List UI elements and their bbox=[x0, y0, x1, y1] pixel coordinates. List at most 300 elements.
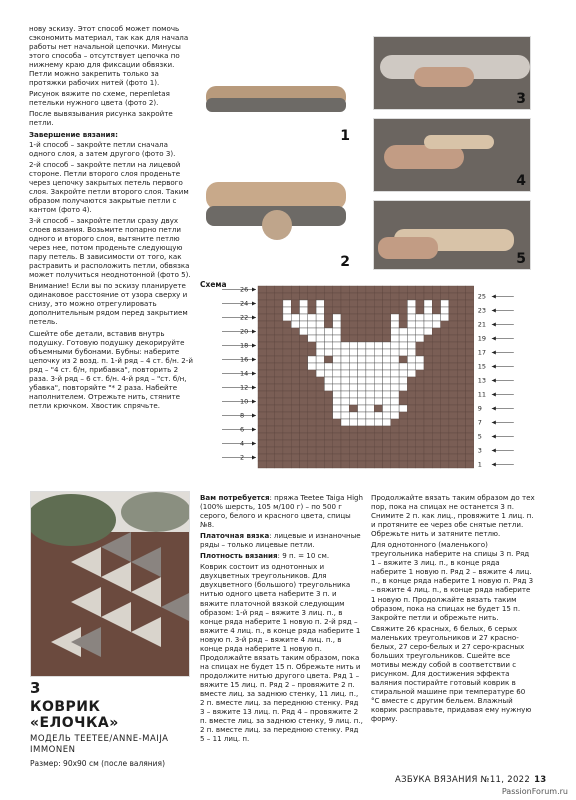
scheme-cell-dark bbox=[300, 433, 308, 440]
photo-label: 2 bbox=[340, 254, 350, 270]
scheme-cell-dark bbox=[324, 419, 332, 426]
scheme-cell-dark bbox=[308, 412, 316, 419]
scheme-cell-dark bbox=[316, 286, 324, 293]
scheme-cell-dark bbox=[324, 321, 332, 328]
scheme-cell-dark bbox=[308, 454, 316, 461]
scheme-row-label: 10 bbox=[240, 397, 249, 406]
scheme-cell-dark bbox=[316, 454, 324, 461]
scheme-cell-dark bbox=[432, 286, 440, 293]
scheme-cell-light bbox=[300, 300, 308, 307]
rug-illustration bbox=[31, 492, 190, 677]
scheme-cell-dark bbox=[374, 335, 382, 342]
scheme-cell-light bbox=[333, 349, 341, 356]
scheme-cell-dark bbox=[258, 412, 266, 419]
scheme-cell-dark bbox=[300, 335, 308, 342]
scheme-cell-light bbox=[324, 335, 332, 342]
project-header bbox=[30, 679, 190, 768]
scheme-cell-dark bbox=[424, 426, 432, 433]
scheme-cell-dark bbox=[366, 293, 374, 300]
scheme-cell-dark bbox=[457, 412, 465, 419]
scheme-cell-dark bbox=[449, 370, 457, 377]
scheme-cell-dark bbox=[441, 286, 449, 293]
scheme-cell-dark bbox=[291, 286, 299, 293]
scheme-cell-dark bbox=[441, 454, 449, 461]
scheme-cell-dark bbox=[266, 356, 274, 363]
scheme-row-label: 26 bbox=[240, 285, 249, 294]
scheme-cell-dark bbox=[341, 321, 349, 328]
scheme-cell-dark bbox=[349, 300, 357, 307]
scheme-cell-dark bbox=[457, 342, 465, 349]
scheme-cell-light bbox=[383, 398, 391, 405]
text-column-3 bbox=[371, 493, 535, 725]
scheme-cell-light bbox=[300, 321, 308, 328]
scheme-cell-dark bbox=[466, 384, 474, 391]
scheme-cell-dark bbox=[283, 391, 291, 398]
scheme-cell-dark bbox=[275, 342, 283, 349]
scheme-cell-dark bbox=[275, 349, 283, 356]
scheme-cell-dark bbox=[283, 419, 291, 426]
scheme-cell-dark bbox=[258, 321, 266, 328]
scheme-cell-dark bbox=[258, 335, 266, 342]
scheme-cell-dark bbox=[341, 293, 349, 300]
scheme-cell-dark bbox=[383, 454, 391, 461]
scheme-cell-dark bbox=[266, 433, 274, 440]
scheme-cell-dark bbox=[308, 419, 316, 426]
scheme-cell-light bbox=[407, 321, 415, 328]
scheme-cell-dark bbox=[266, 363, 274, 370]
scheme-cell-dark bbox=[324, 391, 332, 398]
scheme-cell-dark bbox=[316, 377, 324, 384]
scheme-cell-light bbox=[349, 377, 357, 384]
scheme-cell-dark bbox=[399, 412, 407, 419]
scheme-cell-light bbox=[316, 314, 324, 321]
scheme-cell-light bbox=[374, 342, 382, 349]
scheme-cell-dark bbox=[457, 293, 465, 300]
arrow-head bbox=[252, 442, 256, 446]
scheme-cell-dark bbox=[275, 321, 283, 328]
arrow-head bbox=[252, 316, 256, 320]
scheme-row-label: 1 bbox=[477, 460, 482, 469]
scheme-cell-dark bbox=[300, 286, 308, 293]
scheme-cell-light bbox=[349, 342, 357, 349]
scheme-cell-dark bbox=[466, 286, 474, 293]
scheme-cell-light bbox=[416, 335, 424, 342]
scheme-cell-dark bbox=[391, 300, 399, 307]
scheme-row-label: 17 bbox=[477, 348, 487, 357]
scheme-cell-dark bbox=[266, 454, 274, 461]
scheme-cell-light bbox=[399, 370, 407, 377]
scheme-cell-dark bbox=[466, 454, 474, 461]
scheme-cell-dark bbox=[391, 286, 399, 293]
text-column-1 bbox=[29, 24, 193, 412]
scheme-cell-dark bbox=[441, 384, 449, 391]
project-title: КОВРИК «ЕЛОЧКА» bbox=[30, 699, 119, 731]
scheme-cell-dark bbox=[266, 461, 274, 468]
scheme-cell-dark bbox=[441, 398, 449, 405]
scheme-cell-light bbox=[283, 314, 291, 321]
scheme-cell-light bbox=[349, 363, 357, 370]
scheme-cell-dark bbox=[466, 307, 474, 314]
scheme-cell-dark bbox=[316, 293, 324, 300]
scheme-cell-light bbox=[358, 342, 366, 349]
scheme-cell-dark bbox=[283, 426, 291, 433]
scheme-cell-dark bbox=[432, 356, 440, 363]
scheme-cell-dark bbox=[416, 377, 424, 384]
scheme-cell-dark bbox=[283, 363, 291, 370]
scheme-cell-dark bbox=[291, 433, 299, 440]
scheme-cell-light bbox=[374, 370, 382, 377]
pattern-stitch: Платочная вязка: лицевые и изнаночные ряды – только лицевые петли. bbox=[200, 531, 361, 550]
photo-label: 4 bbox=[516, 173, 526, 189]
scheme-cell-dark bbox=[291, 328, 299, 335]
scheme-cell-dark bbox=[333, 426, 341, 433]
scheme-cell-light bbox=[316, 349, 324, 356]
scheme-row-label: 7 bbox=[477, 418, 482, 427]
scheme-cell-dark bbox=[283, 440, 291, 447]
scheme-cell-dark bbox=[316, 447, 324, 454]
project-model: МОДЕЛЬ TEETEE/ANNE-MAIJA IMMONEN bbox=[30, 734, 169, 755]
scheme-cell-light bbox=[341, 342, 349, 349]
scheme-cell-dark bbox=[266, 377, 274, 384]
scheme-cell-light bbox=[333, 398, 341, 405]
scheme-cell-dark bbox=[258, 307, 266, 314]
gauge: Плотность вязания: 9 п. = 10 см. bbox=[200, 551, 330, 561]
scheme-cell-light bbox=[374, 356, 382, 363]
scheme-cell-dark bbox=[407, 412, 415, 419]
arrow-head bbox=[492, 379, 496, 383]
scheme-cell-light bbox=[383, 419, 391, 426]
scheme-cell-light bbox=[407, 356, 415, 363]
arrow-head bbox=[492, 421, 496, 425]
scheme-cell-dark bbox=[266, 440, 274, 447]
scheme-cell-dark bbox=[300, 461, 308, 468]
scheme-cell-dark bbox=[366, 307, 374, 314]
scheme-cell-light bbox=[416, 356, 424, 363]
scheme-cell-light bbox=[407, 328, 415, 335]
paragraph: 2-й способ – закройте петли на лицевой стороне. Петли второго слоя проденьте через цепочку закрытых петель первого слоя. Закройте петли второго слоя. Таким образом получаются закрытые петли с кантом (фото 4). bbox=[29, 159, 189, 214]
scheme-cell-dark bbox=[349, 286, 357, 293]
scheme-cell-dark bbox=[441, 391, 449, 398]
scheme-cell-dark bbox=[457, 321, 465, 328]
scheme-cell-light bbox=[416, 314, 424, 321]
scheme-cell-dark bbox=[449, 314, 457, 321]
scheme-cell-dark bbox=[349, 447, 357, 454]
scheme-cell-dark bbox=[424, 370, 432, 377]
scheme-cell-dark bbox=[383, 440, 391, 447]
journal-name: АЗБУКА ВЯЗАНИЯ №11, 2022 bbox=[395, 775, 531, 785]
scheme-cell-dark bbox=[291, 335, 299, 342]
scheme-cell-dark bbox=[275, 384, 283, 391]
scheme-cell-dark bbox=[391, 307, 399, 314]
scheme-cell-light bbox=[391, 349, 399, 356]
scheme-cell-dark bbox=[266, 349, 274, 356]
scheme-cell-dark bbox=[441, 419, 449, 426]
scheme-cell-dark bbox=[316, 405, 324, 412]
page-number: 13 bbox=[534, 775, 547, 785]
arrow-head bbox=[252, 288, 256, 292]
scheme-cell-dark bbox=[291, 391, 299, 398]
scheme-cell-dark bbox=[300, 454, 308, 461]
scheme-cell-dark bbox=[466, 461, 474, 468]
scheme-cell-dark bbox=[324, 286, 332, 293]
scheme-cell-dark bbox=[449, 419, 457, 426]
page-footer bbox=[395, 775, 547, 785]
scheme-cell-dark bbox=[416, 461, 424, 468]
scheme-cell-light bbox=[374, 419, 382, 426]
scheme-cell-dark bbox=[333, 447, 341, 454]
scheme-cell-dark bbox=[441, 342, 449, 349]
scheme-cell-dark bbox=[324, 300, 332, 307]
scheme-cell-dark bbox=[300, 412, 308, 419]
scheme-cell-dark bbox=[358, 461, 366, 468]
scheme-cell-dark bbox=[283, 461, 291, 468]
scheme-cell-dark bbox=[258, 405, 266, 412]
scheme-cell-light bbox=[333, 370, 341, 377]
scheme-cell-dark bbox=[424, 363, 432, 370]
scheme-cell-dark bbox=[449, 440, 457, 447]
scheme-cell-dark bbox=[300, 447, 308, 454]
scheme-cell-dark bbox=[300, 377, 308, 384]
scheme-cell-dark bbox=[432, 377, 440, 384]
section-heading: Завершение вязания: bbox=[29, 129, 118, 139]
scheme-cell-dark bbox=[391, 293, 399, 300]
arrow-head bbox=[492, 407, 496, 411]
scheme-cell-dark bbox=[349, 461, 357, 468]
scheme-cell-dark bbox=[266, 412, 274, 419]
arrow-head bbox=[492, 295, 496, 299]
scheme-cell-dark bbox=[258, 356, 266, 363]
scheme-cell-dark bbox=[416, 433, 424, 440]
scheme-cell-dark bbox=[275, 356, 283, 363]
scheme-cell-light bbox=[300, 307, 308, 314]
scheme-row-label: 24 bbox=[240, 299, 249, 308]
scheme-cell-dark bbox=[333, 307, 341, 314]
scheme-cell-light bbox=[391, 335, 399, 342]
scheme-cell-light bbox=[424, 300, 432, 307]
scheme-cell-light bbox=[366, 349, 374, 356]
scheme-cell-dark bbox=[333, 286, 341, 293]
scheme-cell-light bbox=[391, 321, 399, 328]
scheme-cell-dark bbox=[407, 384, 415, 391]
scheme-cell-dark bbox=[341, 300, 349, 307]
scheme-cell-dark bbox=[316, 440, 324, 447]
scheme-cell-dark bbox=[399, 307, 407, 314]
scheme-cell-dark bbox=[324, 356, 332, 363]
scheme-cell-dark bbox=[266, 342, 274, 349]
scheme-cell-dark bbox=[399, 356, 407, 363]
scheme-cell-light bbox=[341, 370, 349, 377]
arrow-head bbox=[252, 344, 256, 348]
scheme-cell-light bbox=[383, 363, 391, 370]
scheme-cell-dark bbox=[466, 391, 474, 398]
scheme-cell-light bbox=[407, 363, 415, 370]
scheme-cell-dark bbox=[358, 335, 366, 342]
scheme-cell-light bbox=[358, 370, 366, 377]
scheme-cell-dark bbox=[283, 405, 291, 412]
arrow-head bbox=[252, 400, 256, 404]
scheme-cell-light bbox=[374, 391, 382, 398]
scheme-cell-dark bbox=[291, 447, 299, 454]
scheme-cell-light bbox=[300, 328, 308, 335]
scheme-cell-dark bbox=[324, 398, 332, 405]
scheme-cell-dark bbox=[316, 384, 324, 391]
scheme-row-label: 18 bbox=[240, 341, 249, 350]
scheme-cell-dark bbox=[275, 412, 283, 419]
scheme-cell-dark bbox=[374, 293, 382, 300]
scheme-cell-dark bbox=[275, 314, 283, 321]
scheme-cell-dark bbox=[432, 412, 440, 419]
scheme-cell-dark bbox=[432, 391, 440, 398]
scheme-cell-light bbox=[432, 314, 440, 321]
scheme-cell-dark bbox=[449, 426, 457, 433]
scheme-cell-dark bbox=[308, 370, 316, 377]
scheme-cell-dark bbox=[300, 391, 308, 398]
scheme-cell-dark bbox=[449, 335, 457, 342]
scheme-cell-dark bbox=[441, 377, 449, 384]
scheme-cell-dark bbox=[341, 433, 349, 440]
scheme-cell-dark bbox=[258, 447, 266, 454]
scheme-cell-dark bbox=[366, 300, 374, 307]
scheme-cell-dark bbox=[308, 293, 316, 300]
scheme-row-label: 6 bbox=[240, 425, 245, 434]
scheme-cell-light bbox=[366, 377, 374, 384]
scheme-cell-dark bbox=[366, 440, 374, 447]
scheme-cell-dark bbox=[341, 335, 349, 342]
scheme-cell-dark bbox=[457, 363, 465, 370]
photo-label: 1 bbox=[340, 128, 350, 144]
scheme-cell-dark bbox=[275, 328, 283, 335]
scheme-cell-dark bbox=[416, 307, 424, 314]
scheme-cell-dark bbox=[366, 426, 374, 433]
scheme-cell-dark bbox=[466, 398, 474, 405]
arrow-head bbox=[492, 351, 496, 355]
scheme-cell-light bbox=[416, 321, 424, 328]
scheme-cell-light bbox=[341, 349, 349, 356]
photo-label: 5 bbox=[516, 251, 526, 267]
scheme-cell-dark bbox=[291, 363, 299, 370]
paragraph: Сшейте обе детали, вставив внутрь подушку. Готовую подушку декорируйте объемными бубонами. Бубны: наберите цепочку из 2 возд. п. 1-й ряд – 4 ст. б/н. 2-й ряд – "4 ст. б/н, прибавка", повторить 2 раза. 3-й ряд – 6 ст. б/н. 4-й ряд – "ст. б/н, убавка", повторяйте "* 2 раза. Набейте наполнителем. Отрежьте нить, стяните петли крючком. Хвостик спрячьте. bbox=[29, 328, 193, 410]
scheme-cell-light bbox=[391, 363, 399, 370]
arrow-head bbox=[252, 428, 256, 432]
scheme-cell-dark bbox=[275, 398, 283, 405]
scheme-cell-dark bbox=[258, 300, 266, 307]
scheme-cell-dark bbox=[466, 314, 474, 321]
materials: Вам потребуется: пряжа Teetee Taiga High (100% шерсть, 105 м/100 г) – по 500 г серого, белого и красного цвета, спицы №8. bbox=[200, 493, 364, 530]
scheme-cell-dark bbox=[300, 440, 308, 447]
scheme-cell-dark bbox=[258, 377, 266, 384]
scheme-cell-dark bbox=[283, 349, 291, 356]
scheme-cell-dark bbox=[291, 454, 299, 461]
scheme-cell-light bbox=[383, 391, 391, 398]
scheme-row-label: 9 bbox=[477, 404, 482, 413]
scheme-cell-light bbox=[283, 307, 291, 314]
scheme-cell-dark bbox=[374, 321, 382, 328]
scheme-cell-dark bbox=[424, 349, 432, 356]
scheme-cell-dark bbox=[416, 391, 424, 398]
scheme-cell-light bbox=[333, 405, 341, 412]
scheme-cell-dark bbox=[407, 433, 415, 440]
scheme-cell-light bbox=[391, 377, 399, 384]
scheme-cell-dark bbox=[466, 412, 474, 419]
scheme-cell-dark bbox=[358, 426, 366, 433]
scheme-cell-dark bbox=[349, 440, 357, 447]
scheme-cell-dark bbox=[300, 356, 308, 363]
scheme-cell-dark bbox=[466, 447, 474, 454]
scheme-cell-dark bbox=[291, 440, 299, 447]
scheme-cell-dark bbox=[424, 342, 432, 349]
scheme-cell-dark bbox=[391, 419, 399, 426]
scheme-cell-dark bbox=[341, 426, 349, 433]
scheme-cell-dark bbox=[432, 342, 440, 349]
scheme-cell-dark bbox=[432, 447, 440, 454]
scheme-cell-light bbox=[366, 405, 374, 412]
scheme-cell-dark bbox=[466, 335, 474, 342]
scheme-cell-dark bbox=[341, 461, 349, 468]
paragraph: Внимание! Если вы по эскизу планируете одинаковое расстояние от узора сверху и снизу, это можно отрегулировать дополнительным рядом перед закрытием петель. bbox=[29, 281, 188, 327]
scheme-cell-light bbox=[358, 419, 366, 426]
scheme-cell-dark bbox=[449, 461, 457, 468]
watermark: PassionForum.ru bbox=[501, 787, 568, 796]
scheme-cell-light bbox=[407, 307, 415, 314]
scheme-cell-dark bbox=[449, 433, 457, 440]
scheme-cell-light bbox=[308, 356, 316, 363]
scheme-cell-light bbox=[316, 370, 324, 377]
scheme-cell-dark bbox=[424, 356, 432, 363]
scheme-cell-dark bbox=[374, 440, 382, 447]
scheme-cell-light bbox=[333, 412, 341, 419]
scheme-cell-light bbox=[391, 356, 399, 363]
scheme-cell-dark bbox=[416, 440, 424, 447]
scheme-cell-dark bbox=[308, 300, 316, 307]
scheme-cell-dark bbox=[308, 391, 316, 398]
scheme-cell-dark bbox=[275, 307, 283, 314]
scheme-cell-light bbox=[333, 363, 341, 370]
scheme-cell-light bbox=[424, 328, 432, 335]
scheme-cell-dark bbox=[457, 398, 465, 405]
scheme-cell-dark bbox=[283, 321, 291, 328]
scheme-cell-light bbox=[374, 349, 382, 356]
scheme-cell-dark bbox=[466, 300, 474, 307]
scheme-cell-dark bbox=[432, 307, 440, 314]
scheme-cell-dark bbox=[324, 307, 332, 314]
scheme-cell-dark bbox=[407, 405, 415, 412]
scheme-cell-dark bbox=[457, 377, 465, 384]
scheme-cell-dark bbox=[399, 433, 407, 440]
scheme-cell-light bbox=[333, 384, 341, 391]
scheme-cell-dark bbox=[424, 454, 432, 461]
scheme-cell-dark bbox=[300, 363, 308, 370]
scheme-cell-light bbox=[424, 321, 432, 328]
scheme-cell-light bbox=[324, 363, 332, 370]
scheme-cell-light bbox=[358, 412, 366, 419]
scheme-cell-dark bbox=[457, 433, 465, 440]
scheme-cell-dark bbox=[407, 440, 415, 447]
scheme-cell-light bbox=[407, 370, 415, 377]
scheme-cell-dark bbox=[466, 363, 474, 370]
scheme-cell-dark bbox=[283, 370, 291, 377]
scheme-cell-light bbox=[341, 412, 349, 419]
scheme-cell-dark bbox=[349, 307, 357, 314]
scheme-cell-dark bbox=[457, 447, 465, 454]
scheme-cell-dark bbox=[300, 349, 308, 356]
scheme-cell-dark bbox=[308, 384, 316, 391]
scheme-cell-dark bbox=[275, 377, 283, 384]
scheme-cell-light bbox=[399, 377, 407, 384]
scheme-cell-dark bbox=[457, 307, 465, 314]
scheme-cell-dark bbox=[416, 349, 424, 356]
scheme-row-label: 11 bbox=[477, 390, 487, 399]
scheme-cell-dark bbox=[366, 328, 374, 335]
